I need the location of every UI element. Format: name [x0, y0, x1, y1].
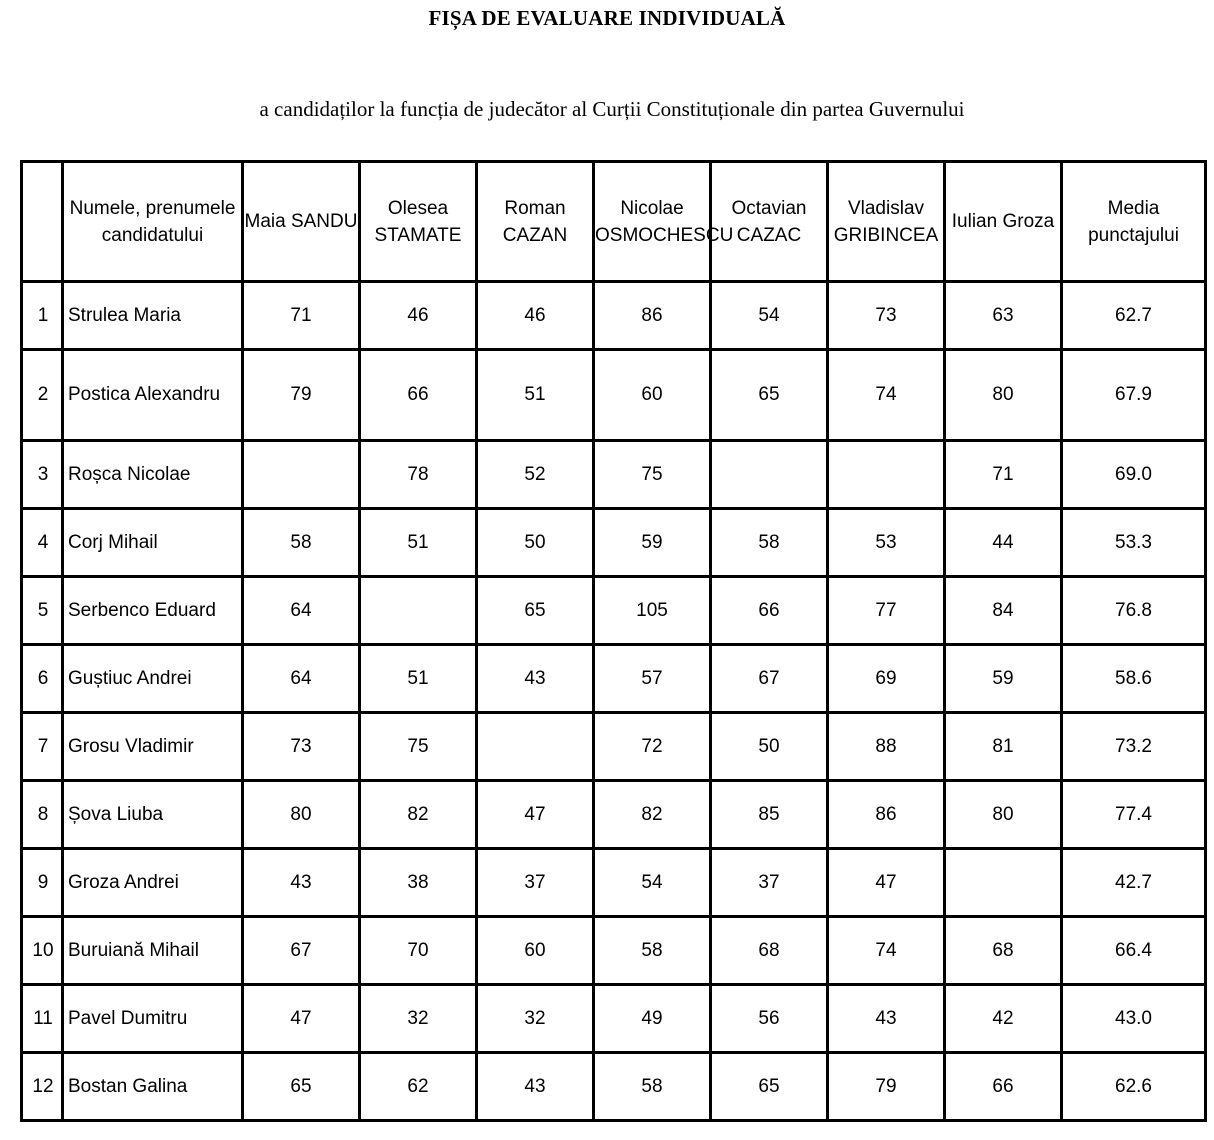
candidate-name: Strulea Maria: [64, 283, 244, 351]
score-cell: 74: [829, 918, 946, 986]
header-index: [23, 163, 64, 283]
score-cell: 59: [946, 646, 1063, 714]
score-cell: 64: [244, 646, 361, 714]
score-cell: 38: [361, 850, 478, 918]
row-number: 5: [23, 578, 64, 646]
score-cell: 50: [478, 510, 595, 578]
score-cell: 75: [361, 714, 478, 782]
score-cell: 51: [478, 351, 595, 442]
score-cell: 71: [244, 283, 361, 351]
table-row: [23, 714, 1207, 782]
score-cell: 80: [946, 782, 1063, 850]
score-cell: 63: [946, 283, 1063, 351]
score-cell: 80: [946, 351, 1063, 442]
score-cell: 65: [478, 578, 595, 646]
header-evaluator: Iulian Groza: [946, 163, 1063, 283]
row-number: 1: [23, 283, 64, 351]
score-cell: [946, 850, 1063, 918]
header-evaluator: Octavian CAZAC: [712, 163, 829, 283]
table-row: [23, 442, 1207, 510]
candidate-name: Guștiuc Andrei: [64, 646, 244, 714]
average-cell: 73.2: [1063, 714, 1207, 782]
score-cell: 51: [361, 646, 478, 714]
row-number: 7: [23, 714, 64, 782]
document-title: FIȘA DE EVALUARE INDIVIDUALĂ: [428, 6, 786, 30]
score-cell: 74: [829, 351, 946, 442]
row-number: 8: [23, 782, 64, 850]
score-cell: 60: [478, 918, 595, 986]
row-number: 11: [23, 986, 64, 1054]
score-cell: [361, 578, 478, 646]
table-row: [23, 918, 1207, 986]
row-number: 10: [23, 918, 64, 986]
header-evaluator: Roman CAZAN: [478, 163, 595, 283]
average-cell: 58.6: [1063, 646, 1207, 714]
table-row: [23, 578, 1207, 646]
score-cell: 78: [361, 442, 478, 510]
row-number: 6: [23, 646, 64, 714]
header-evaluator: Vladislav GRIBINCEA: [829, 163, 946, 283]
candidate-name: Corj Mihail: [64, 510, 244, 578]
row-number: 2: [23, 351, 64, 442]
score-cell: 59: [595, 510, 712, 578]
score-cell: [244, 442, 361, 510]
candidate-name: Serbenco Eduard: [64, 578, 244, 646]
score-cell: 50: [712, 714, 829, 782]
row-number: 4: [23, 510, 64, 578]
table-row: [23, 283, 1207, 351]
score-cell: 86: [595, 283, 712, 351]
score-cell: 69: [829, 646, 946, 714]
score-cell: 54: [712, 283, 829, 351]
score-cell: 58: [244, 510, 361, 578]
header-average: Media punctajului: [1063, 163, 1207, 283]
average-cell: 53.3: [1063, 510, 1207, 578]
score-cell: 60: [595, 351, 712, 442]
score-cell: 84: [946, 578, 1063, 646]
table-row: [23, 850, 1207, 918]
score-cell: 65: [712, 351, 829, 442]
table-row: [23, 510, 1207, 578]
score-cell: 47: [829, 850, 946, 918]
score-cell: 43: [478, 1054, 595, 1122]
average-cell: 42.7: [1063, 850, 1207, 918]
score-cell: 85: [712, 782, 829, 850]
average-cell: 43.0: [1063, 986, 1207, 1054]
document-subtitle: a candidaților la funcția de judecător al Curții Constituționale din partea Guvernului: [259, 97, 965, 121]
score-cell: 68: [946, 918, 1063, 986]
candidate-name: Grosu Vladimir: [64, 714, 244, 782]
score-cell: 57: [595, 646, 712, 714]
score-cell: 37: [478, 850, 595, 918]
row-number: 9: [23, 850, 64, 918]
score-cell: 86: [829, 782, 946, 850]
score-cell: 79: [244, 351, 361, 442]
header-evaluator: Olesea STAMATE: [361, 163, 478, 283]
score-cell: 56: [712, 986, 829, 1054]
score-cell: 72: [595, 714, 712, 782]
score-cell: 32: [361, 986, 478, 1054]
score-cell: 43: [829, 986, 946, 1054]
score-cell: 32: [478, 986, 595, 1054]
table-row: [23, 646, 1207, 714]
score-cell: 62: [361, 1054, 478, 1122]
score-cell: 58: [712, 510, 829, 578]
score-cell: 67: [712, 646, 829, 714]
score-cell: 66: [712, 578, 829, 646]
score-cell: 88: [829, 714, 946, 782]
header-evaluator: Maia SANDU: [244, 163, 361, 283]
score-cell: 54: [595, 850, 712, 918]
candidate-name: Postica Alexandru: [64, 351, 244, 442]
average-cell: 76.8: [1063, 578, 1207, 646]
score-cell: 71: [946, 442, 1063, 510]
table-body: [23, 283, 1207, 1122]
score-cell: 77: [829, 578, 946, 646]
score-cell: 65: [712, 1054, 829, 1122]
candidate-name: Șova Liuba: [64, 782, 244, 850]
score-cell: 52: [478, 442, 595, 510]
score-cell: 73: [829, 283, 946, 351]
score-cell: 82: [361, 782, 478, 850]
score-cell: 43: [244, 850, 361, 918]
score-cell: 47: [244, 986, 361, 1054]
score-cell: 37: [712, 850, 829, 918]
score-cell: [712, 442, 829, 510]
average-cell: 67.9: [1063, 351, 1207, 442]
candidate-name: Groza Andrei: [64, 850, 244, 918]
row-number: 12: [23, 1054, 64, 1122]
candidate-name: Pavel Dumitru: [64, 986, 244, 1054]
score-cell: 75: [595, 442, 712, 510]
average-cell: 66.4: [1063, 918, 1207, 986]
header-evaluator: Nicolae OSMOCHESCU: [595, 163, 712, 283]
score-cell: 80: [244, 782, 361, 850]
score-cell: [478, 714, 595, 782]
score-cell: 70: [361, 918, 478, 986]
score-cell: 46: [478, 283, 595, 351]
score-cell: [829, 442, 946, 510]
score-cell: 66: [946, 1054, 1063, 1122]
score-cell: 46: [361, 283, 478, 351]
score-cell: 49: [595, 986, 712, 1054]
average-cell: 62.6: [1063, 1054, 1207, 1122]
row-number: 3: [23, 442, 64, 510]
average-cell: 69.0: [1063, 442, 1207, 510]
table-row: [23, 986, 1207, 1054]
candidate-name: Buruiană Mihail: [64, 918, 244, 986]
score-cell: 47: [478, 782, 595, 850]
score-cell: 58: [595, 918, 712, 986]
score-cell: 65: [244, 1054, 361, 1122]
score-cell: 53: [829, 510, 946, 578]
score-cell: 82: [595, 782, 712, 850]
score-cell: 66: [361, 351, 478, 442]
score-cell: 81: [946, 714, 1063, 782]
score-cell: 58: [595, 1054, 712, 1122]
table-row: [23, 1054, 1207, 1122]
score-cell: 105: [595, 578, 712, 646]
average-cell: 77.4: [1063, 782, 1207, 850]
score-cell: 73: [244, 714, 361, 782]
header-row: [23, 163, 1207, 283]
average-cell: 62.7: [1063, 283, 1207, 351]
table-row: [23, 351, 1207, 442]
header-candidate-name: Numele, prenumele candidatului: [64, 163, 244, 283]
score-cell: 42: [946, 986, 1063, 1054]
candidate-name: Roșca Nicolae: [64, 442, 244, 510]
evaluation-table: [20, 160, 1207, 1122]
score-cell: 51: [361, 510, 478, 578]
score-cell: 67: [244, 918, 361, 986]
score-cell: 43: [478, 646, 595, 714]
table-row: [23, 782, 1207, 850]
score-cell: 79: [829, 1054, 946, 1122]
score-cell: 68: [712, 918, 829, 986]
score-cell: 44: [946, 510, 1063, 578]
score-cell: 64: [244, 578, 361, 646]
candidate-name: Bostan Galina: [64, 1054, 244, 1122]
